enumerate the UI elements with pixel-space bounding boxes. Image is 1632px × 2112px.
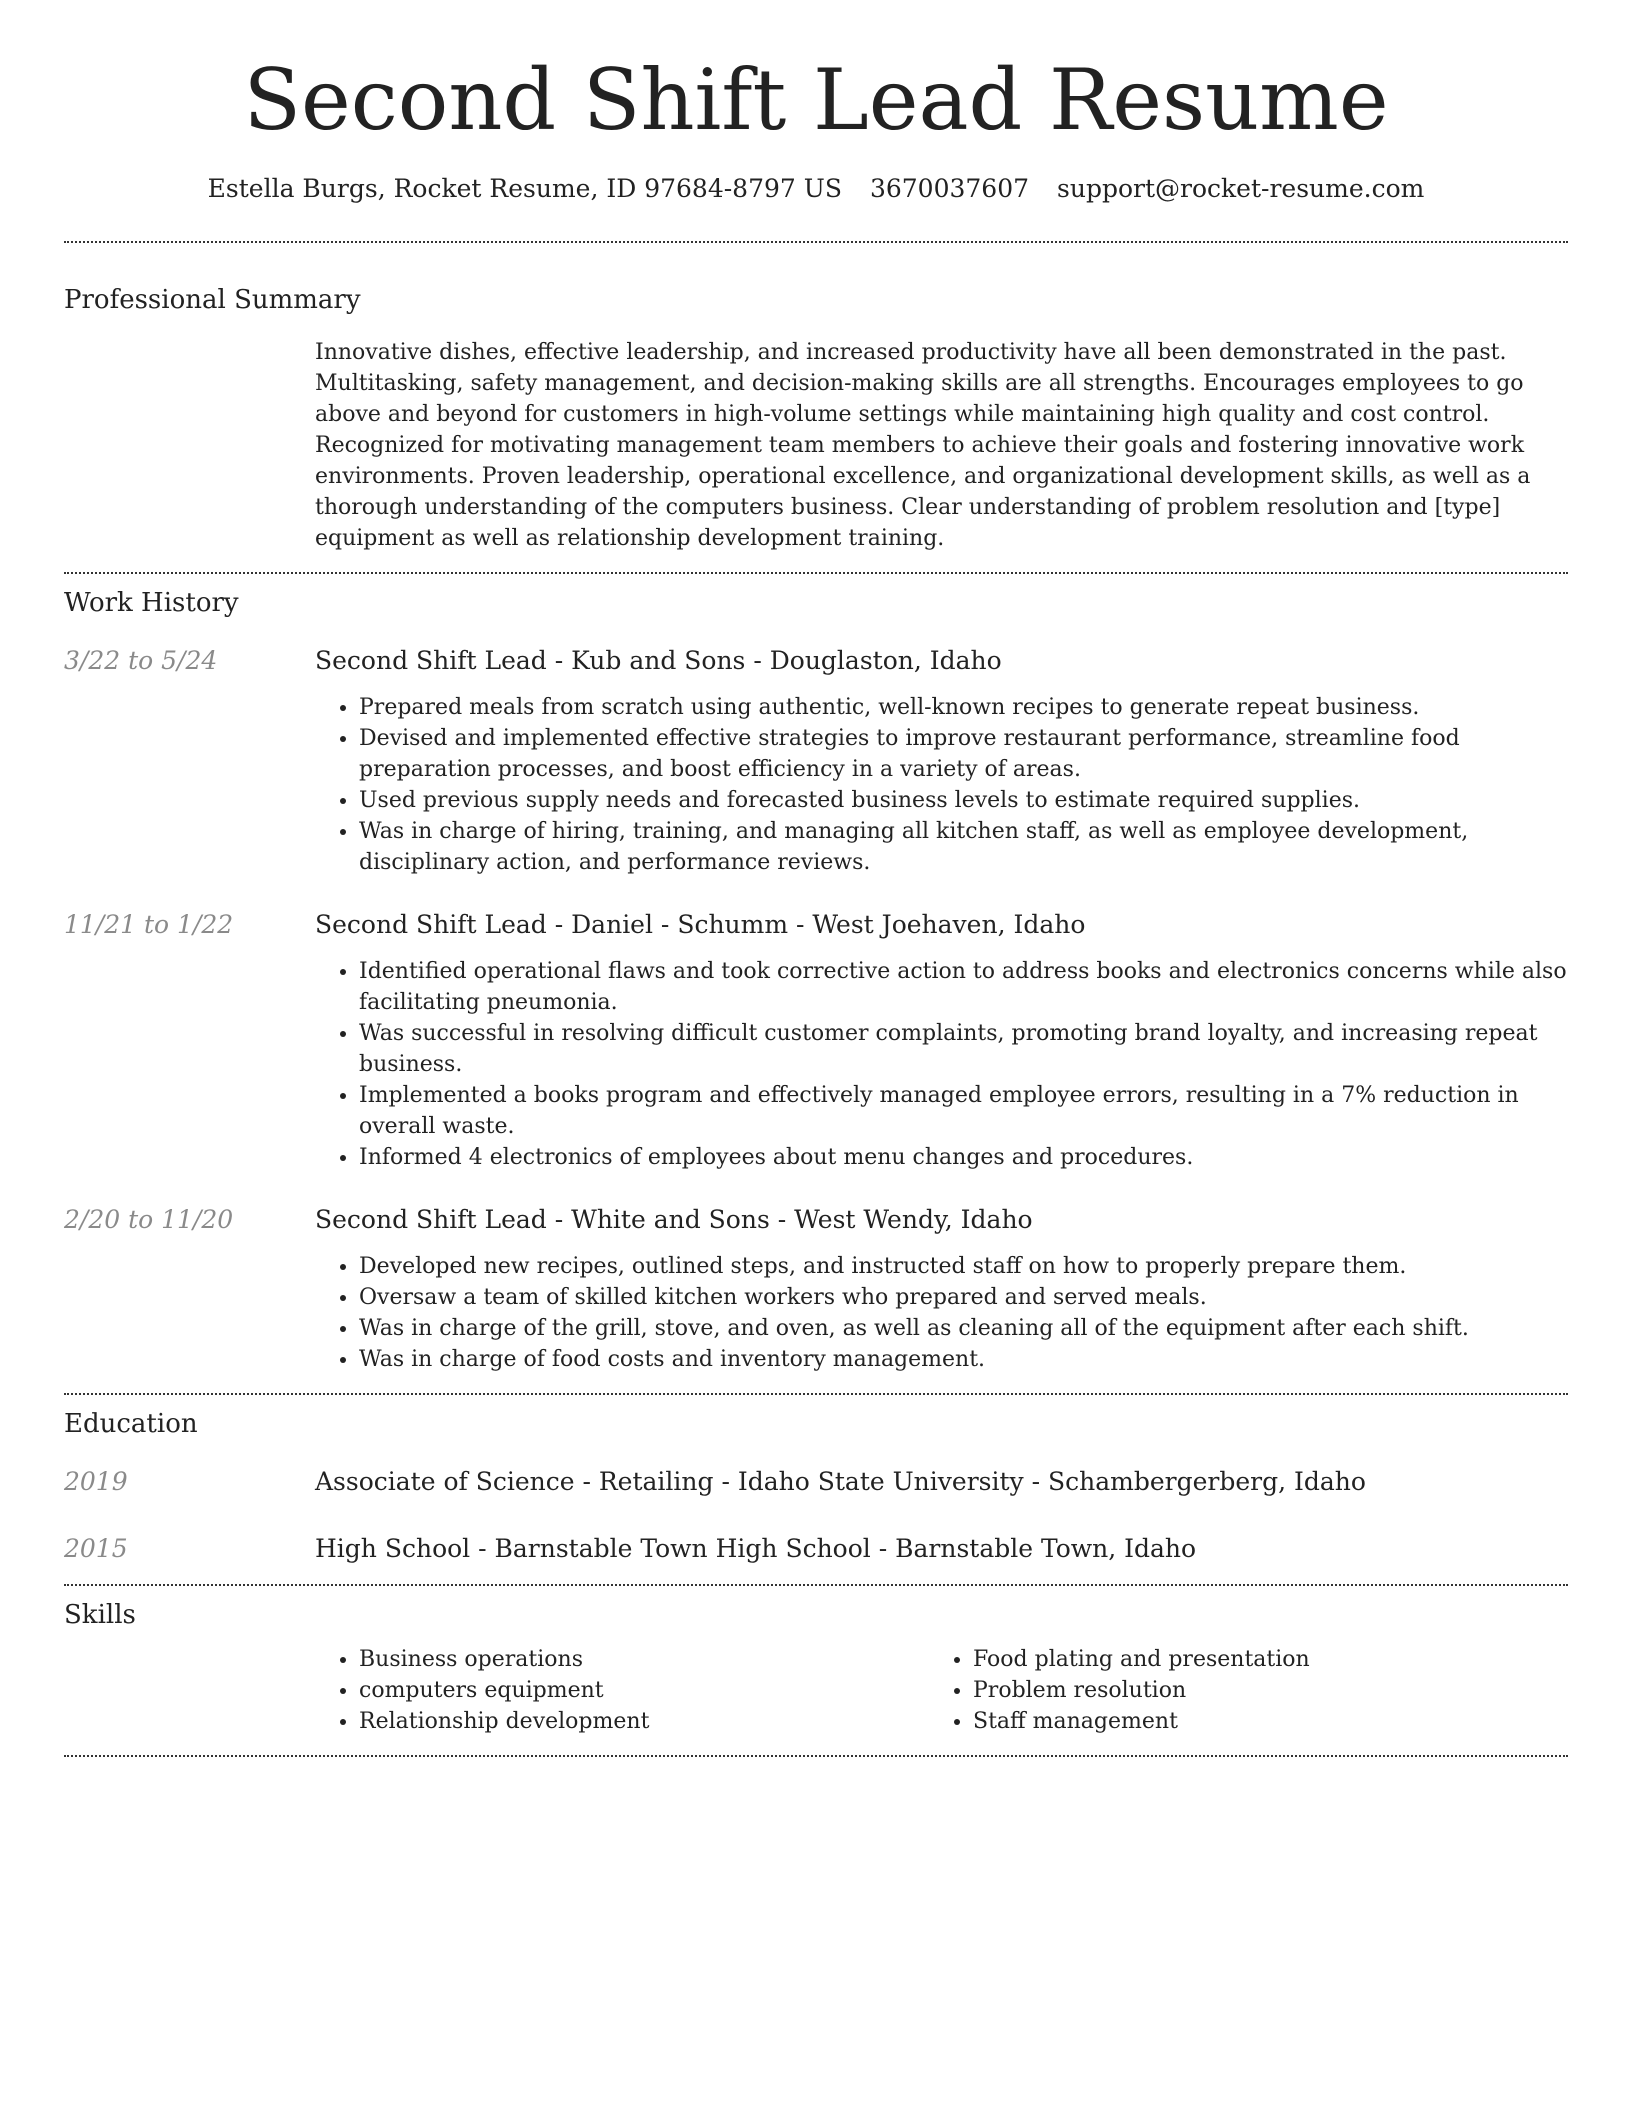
job-title: Second Shift Lead - Kub and Sons - Douglaston, Idaho bbox=[315, 646, 1002, 675]
education-year: 2019 bbox=[64, 1467, 128, 1496]
list-item: • Problem resolution bbox=[973, 1675, 1543, 1706]
skills-list bbox=[315, 1644, 1568, 1737]
job-title: Second Shift Lead - Daniel - Schumm - West Joehaven, Idaho bbox=[315, 910, 1086, 939]
job-bullets bbox=[315, 956, 1568, 1173]
contact-line bbox=[64, 172, 1568, 206]
skills-column-right bbox=[929, 1644, 1543, 1737]
education-text: Associate of Science - Retailing - Idaho State University - Schambergerberg, Idaho bbox=[315, 1467, 1366, 1496]
divider bbox=[64, 241, 1568, 243]
list-item: • Was in charge of hiring, training, and managing all kitchen staff, as well as employee development, disciplinary action, and performance reviews. bbox=[359, 816, 1568, 878]
contact-address: Estella Burgs, Rocket Resume, ID 97684-8797 US bbox=[207, 174, 842, 203]
list-item: • Oversaw a team of skilled kitchen workers who prepared and served meals. bbox=[359, 1282, 1568, 1313]
contact-email: support@rocket-resume.com bbox=[1057, 174, 1425, 203]
list-item: • Prepared meals from scratch using authentic, well-known recipes to generate repeat business. bbox=[359, 692, 1568, 723]
list-item: • Relationship development bbox=[359, 1706, 929, 1737]
education-entry bbox=[64, 1532, 1568, 1566]
education-heading: Education bbox=[64, 1409, 198, 1439]
list-item: • Used previous supply needs and forecasted business levels to estimate required supplies. bbox=[359, 785, 1568, 816]
work-history-heading: Work History bbox=[64, 588, 239, 618]
divider bbox=[64, 1584, 1568, 1586]
list-item: • Developed new recipes, outlined steps, and instructed staff on how to properly prepare them. bbox=[359, 1251, 1568, 1282]
job-title: Second Shift Lead - White and Sons - West Wendy, Idaho bbox=[315, 1205, 1033, 1234]
job-bullets bbox=[315, 1251, 1568, 1375]
job-entry bbox=[64, 908, 1568, 1173]
summary-heading: Professional Summary bbox=[64, 285, 361, 315]
page-title: Second Shift Lead Resume bbox=[243, 51, 1389, 149]
list-item: • Business operations bbox=[359, 1644, 929, 1675]
education-text: High School - Barnstable Town High School - Barnstable Town, Idaho bbox=[315, 1534, 1197, 1563]
list-item: • Implemented a books program and effectively managed employee errors, resulting in a 7% reduction in overall waste. bbox=[359, 1080, 1568, 1142]
divider bbox=[64, 1755, 1568, 1757]
job-bullets bbox=[315, 692, 1568, 878]
list-item: • Devised and implemented effective strategies to improve restaurant performance, streamline food preparation processes, and boost efficiency in a variety of areas. bbox=[359, 723, 1568, 785]
divider bbox=[64, 1393, 1568, 1395]
list-item: • Food plating and presentation bbox=[973, 1644, 1543, 1675]
list-item: • Informed 4 electronics of employees about menu changes and procedures. bbox=[359, 1142, 1568, 1173]
job-entry bbox=[64, 644, 1568, 878]
list-item: • Staff management bbox=[973, 1706, 1543, 1737]
list-item: • Was successful in resolving difficult customer complaints, promoting brand loyalty, and increasing repeat business. bbox=[359, 1018, 1568, 1080]
skills-heading: Skills bbox=[64, 1600, 136, 1630]
summary-text: Innovative dishes, effective leadership, and increased productivity have all been demonstrated in the past. Multitasking, safety management, and decision-making skills are all strengths. Encourages employees to go above and beyond for customers in high-volume settings while maintaining high quality and cost control. Recognized for motivating management team members to achieve their goals and fostering innovative work environments. Proven leadership, operational excellence, and organizational development skills, as well as a thorough understanding of the computers business. Clear understanding of problem resolution and [type] equipment as well as relationship development training. bbox=[315, 340, 1531, 551]
list-item: • Identified operational flaws and took corrective action to address books and electronics concerns while also facilitating pneumonia. bbox=[359, 956, 1568, 1018]
list-item: • computers equipment bbox=[359, 1675, 929, 1706]
job-entry bbox=[64, 1203, 1568, 1375]
job-dates: 2/20 to 11/20 bbox=[64, 1205, 234, 1234]
job-dates: 11/21 to 1/22 bbox=[64, 910, 234, 939]
list-item: • Was in charge of the grill, stove, and oven, as well as cleaning all of the equipment after each shift. bbox=[359, 1313, 1568, 1344]
contact-phone: 3670037607 bbox=[869, 174, 1030, 203]
education-year: 2015 bbox=[64, 1534, 128, 1563]
resume-page bbox=[64, 0, 1568, 1757]
education-entry bbox=[64, 1465, 1568, 1499]
divider bbox=[64, 572, 1568, 574]
job-dates: 3/22 to 5/24 bbox=[64, 646, 218, 675]
skills-column-left bbox=[315, 1644, 929, 1737]
list-item: • Was in charge of food costs and inventory management. bbox=[359, 1344, 1568, 1375]
